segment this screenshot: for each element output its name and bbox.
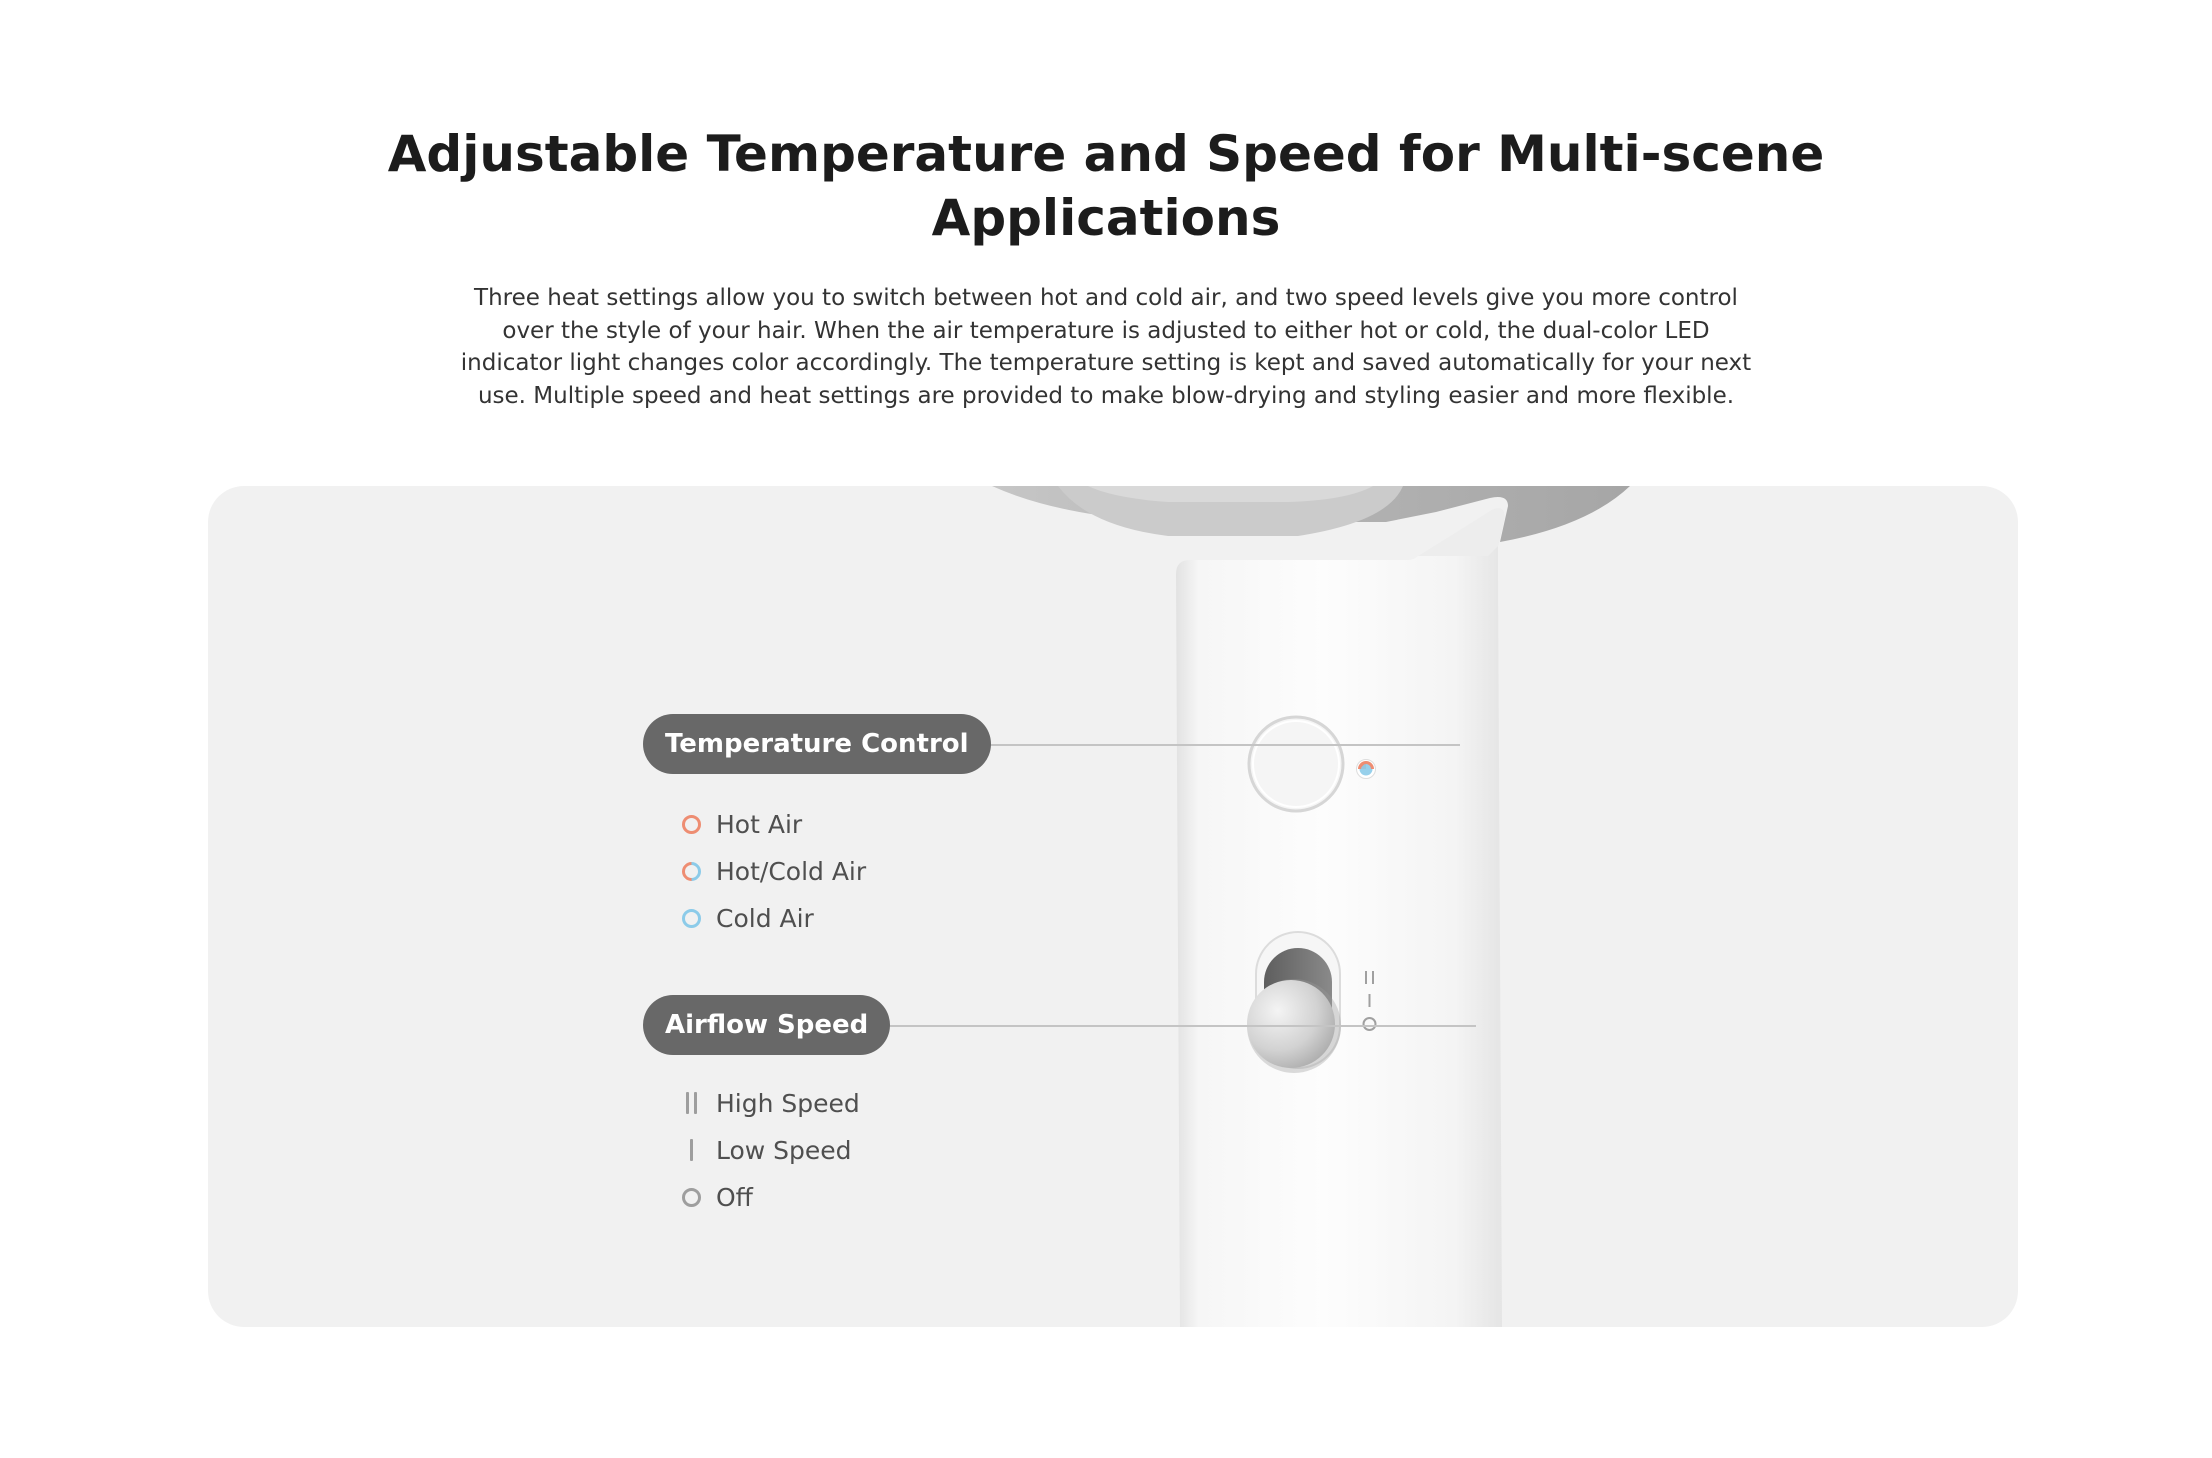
speed-option-low [678,1132,852,1168]
feature-panel [208,486,2018,1327]
speed-option-off [678,1179,753,1215]
hot-air-icon [678,806,704,842]
option-label: Hot/Cold Air [716,856,867,886]
option-label: Off [716,1182,753,1212]
high-speed-icon [678,1085,704,1121]
hair-dryer-image [208,486,2018,1327]
temperature-leader-line [960,744,1460,746]
speed-leader-line [864,1025,1476,1027]
option-label: Cold Air [716,903,814,933]
hot-cold-air-icon [678,853,704,889]
temperature-option-hot-air [678,806,802,842]
temperature-option-cold-air [678,900,814,936]
page-title: Adjustable Temperature and Speed for Multi-scene Applications [387,125,1825,247]
option-label: Low Speed [716,1135,852,1165]
speed-option-high [678,1085,860,1121]
cold-air-icon [678,900,704,936]
temperature-control-label: Temperature Control [643,714,991,774]
airflow-speed-label: Airflow Speed [643,995,890,1055]
temperature-option-hot-cold-air [678,853,866,889]
page-description: Three heat settings allow you to switch between hot and cold air, and two speed levels give you more control over the style of your hair. When the air temperature is adjusted to either hot or cold, the dual-color LED indicator light changes color accordingly. The temperature setting is kept and saved automatically for your next use. Multiple speed and heat settings are provided to make blow-drying and styling easier and more flexible. [460,285,1752,409]
low-speed-icon [678,1132,704,1168]
option-label: Hot Air [716,809,803,839]
off-icon [678,1179,704,1215]
option-label: High Speed [716,1088,860,1118]
